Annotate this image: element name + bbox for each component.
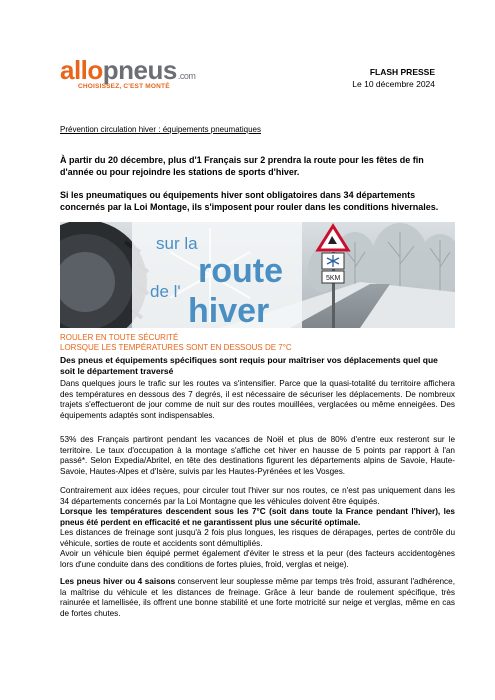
body-paragraph-4 xyxy=(60,577,455,619)
body-paragraph-4-rest: conservent leur souplesse même par temps très froid, assurant l'adhérence, la maîtrise du véhicule et les distances de freinage. Grâce à leur bande de roulement spécifique, très rainurée et lamellisée, ils offrent une bonne stabilité et une forte motricité sur neige et verglas, même en cas de fortes chutes. xyxy=(60,577,455,618)
body-paragraph-3d: Avoir un véhicule bien équipé permet également d'éviter le stress et la peur (des facteurs accidentogènes lors d'une conduite dans des conditions de fortes pluies, froid, verglas et neige). xyxy=(60,549,455,569)
body-paragraph-3 xyxy=(60,486,455,570)
intro-block xyxy=(60,155,440,213)
topic-line: Prévention circulation hiver : équipements pneumatiques xyxy=(60,125,262,134)
sign-distance-text: 5KM xyxy=(326,275,341,282)
section-header xyxy=(60,333,455,376)
flash-title: FLASH PRESSE xyxy=(369,67,435,77)
body-paragraph-3a: Contrairement aux idées reçues, pour circuler tout l'hiver sur nos routes, ce n'est pas uniquement dans les 34 départements concernés par la Loi Montagne que les véhicules doivent être équipés. xyxy=(60,486,455,506)
body-paragraph-3c: Les distances de freinage sont jusqu'à 2 fois plus longues, les risques de dérapages, pertes de contrôle du véhicule, sorties de route et accidents sont démultipliés. xyxy=(60,528,455,548)
body-paragraph-3b: Lorsque les températures descendent sous les 7°C (soit dans toute la France pendant l'hiver), les pneus été perdent en efficacité et ne garantissent plus une sécurité optimale. xyxy=(60,507,455,527)
section-heading-2: LORSQUE LES TEMPÉRATURES SONT EN DESSOUS DE 7°C xyxy=(60,343,292,352)
press-date: Le 10 décembre 2024 xyxy=(352,79,435,89)
allopneus-logo xyxy=(60,57,210,93)
intro-paragraph-1: À partir du 20 décembre, plus d'1 Français sur 2 prendra la route pour les fêtes de fin d'année ou pour rejoindre les stations de sports d'hiver. xyxy=(60,155,424,177)
banner-text-2: route xyxy=(198,252,283,290)
press-header xyxy=(352,66,435,90)
section-heading-1: ROULER EN TOUTE SÉCURITÉ xyxy=(60,333,179,342)
logo-wordmark: allopneus.com xyxy=(60,55,196,85)
section-subheading: Des pneus et équipements spécifiques sont requis pour maîtriser vos déplacements quel que soit le département traversé xyxy=(60,355,438,376)
banner-text-3: de l' xyxy=(150,282,181,301)
banner-text-4: hiver xyxy=(188,292,270,328)
winter-road-banner xyxy=(60,222,455,328)
body-paragraph-2: 53% des Français partiront pendant les vacances de Noël et plus de 80% d'entre eux resteront sur le territoire. Le taux d'occupation à la montage s'affiche cet hiver en hausse de 5 points par rapport à l'an passé*. Selon Expedia/Abritel, en tête des destinations figurent les départements alpins de Savoie, Haute-Savoie, Hautes-Alpes et d'Isère, suivis par les Hautes-Pyrénées et les Vosges. xyxy=(60,435,455,476)
logo-tagline: CHOISISSEZ, C'EST MONTÉ xyxy=(78,83,170,90)
body-paragraph-4-lead: Les pneus hiver ou 4 saisons xyxy=(60,577,176,586)
banner-text-1: sur la xyxy=(156,234,198,253)
body-paragraph-1: Dans quelques jours le trafic sur les routes va s'intensifier. Parce que la quasi-totalité du territoire affichera des températures en dessous des 7 degrés, il est nécessaire de sécuriser les déplacements. De nombreux trajets s'effectueront de jour comme de nuit sur des routes mouillées, verglacées ou même enneigées. Des équipements adaptés sont indispensables. xyxy=(60,379,455,420)
intro-paragraph-2: Si les pneumatiques ou équipements hiver sont obligatoires dans 34 départements concernés par la Loi Montage, ils s'imposent pour rouler dans les conditions hivernales. xyxy=(60,190,439,212)
